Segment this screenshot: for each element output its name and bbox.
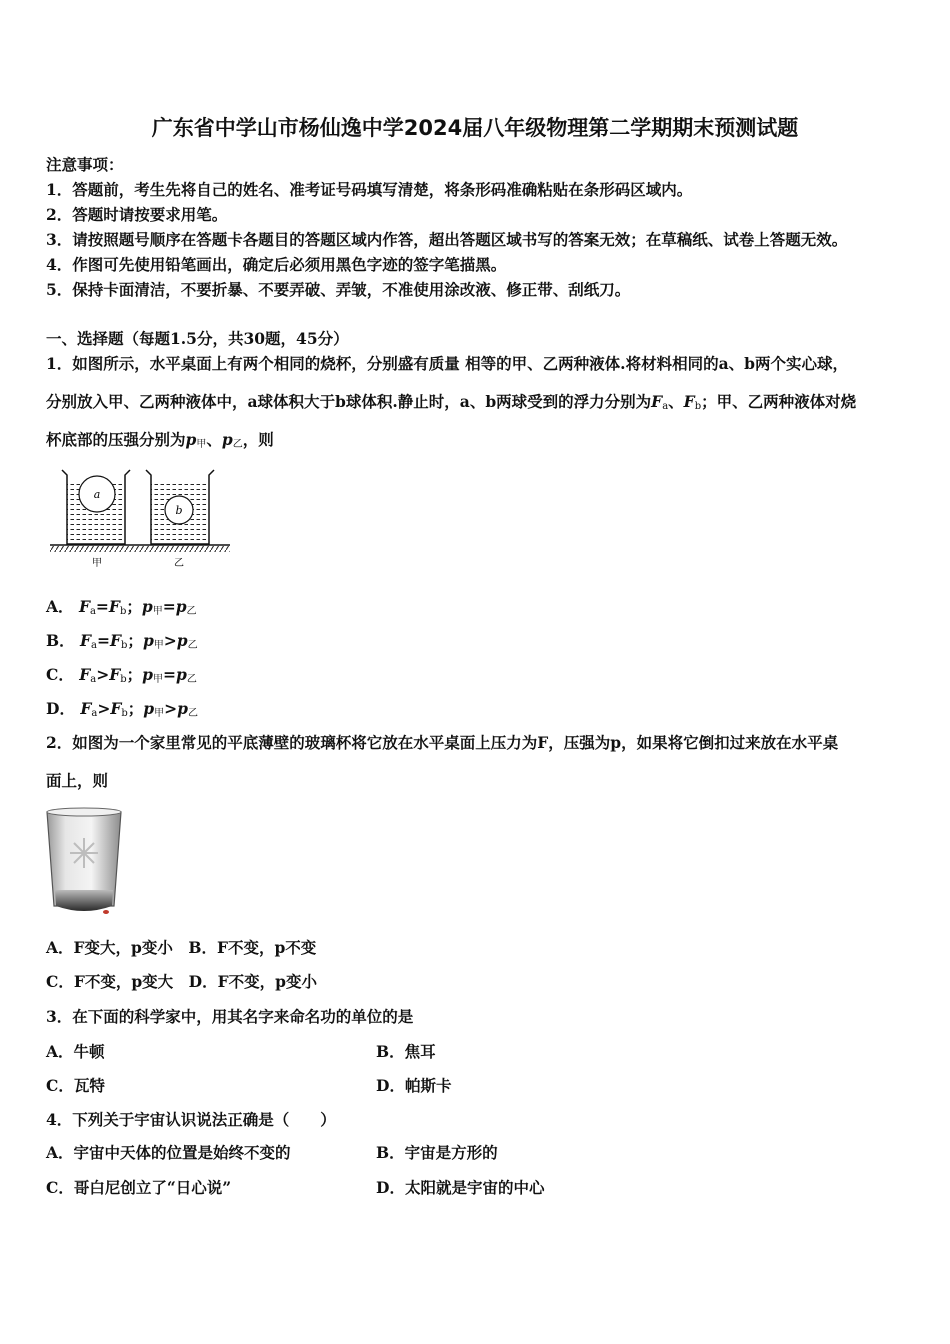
- q1-option-b[interactable]: B． $F_a=F_b$；$p_甲>p_乙$: [46, 631, 198, 651]
- beakers-figure: [46, 462, 232, 572]
- section-heading: 一、选择题（每题1.5分，共30题，45分）: [46, 329, 349, 348]
- beaker-jia-label: 甲: [92, 558, 102, 569]
- notice-item: 2．答题时请按要求用笔。: [46, 205, 228, 224]
- ball-b-label: b: [175, 504, 183, 517]
- notice-item: 3．请按照题号顺序在答题卡各题目的答题区域内作答，超出答题区域书写的答案无效；在草稿纸、试卷上答题无效。: [46, 230, 848, 249]
- q3-stem: 3．在下面的科学家中，用其名字来命名功的单位的是: [46, 1007, 414, 1026]
- q1-option-d[interactable]: D． $F_a>F_b$；$p_甲>p_乙$: [46, 699, 198, 719]
- notice-item: 5．保持卡面清洁，不要折暴、不要弄破、弄皱，不准使用涂改液、修正带、刮纸刀。: [46, 280, 631, 299]
- q4-option-c[interactable]: C．哥白尼创立了“日心说”: [46, 1178, 232, 1197]
- ball-a-label: a: [93, 488, 101, 501]
- q4-option-a[interactable]: A．宇宙中天体的位置是始终不变的: [46, 1143, 291, 1162]
- q2-stem-line1: 2．如图为一个家里常见的平底薄壁的玻璃杯将它放在水平桌面上压力为F，压强为p，如果将它倒扣过来放在水平桌: [46, 733, 839, 752]
- glass-cup-figure: [44, 806, 124, 918]
- q3-option-a[interactable]: A．牛顿: [46, 1042, 105, 1061]
- page-title: 广东省中学山市杨仙逸中学2024届八年级物理第二学期期末预测试题: [151, 116, 799, 140]
- q3-option-c[interactable]: C．瓦特: [46, 1076, 105, 1095]
- q4-option-b[interactable]: B．宇宙是方形的: [376, 1143, 498, 1162]
- q3-option-d[interactable]: D．帕斯卡: [376, 1076, 452, 1095]
- q4-option-d[interactable]: D．太阳就是宇宙的中心: [376, 1178, 545, 1197]
- q1-stem-line1: 1．如图所示，水平桌面上有两个相同的烧杯，分别盛有质量 相等的甲、乙两种液体.将材料相同的a、b两个实心球，: [46, 354, 848, 373]
- q2-options-ab[interactable]: A．F变大，p变小 B．F不变，p不变: [46, 938, 317, 957]
- q3-option-b[interactable]: B．焦耳: [376, 1042, 436, 1061]
- notice-heading: 注意事项：: [46, 155, 124, 174]
- q4-stem: 4．下列关于宇宙认识说法正确是（ ）: [46, 1110, 336, 1129]
- q1-option-c[interactable]: C． $F_a>F_b$；$p_甲=p_乙$: [46, 665, 197, 685]
- q2-options-cd[interactable]: C．F不变，p变大 D．F不变，p变小: [46, 972, 317, 991]
- notice-item: 4．作图可先使用铅笔画出，确定后必须用黑色字迹的签字笔描黑。: [46, 255, 507, 274]
- q2-stem-line2: 面上，则: [46, 771, 109, 790]
- q1-stem-line3: 杯底部的压强分别为$p_甲$、$p_乙$，则: [46, 430, 274, 450]
- notice-item: 1．答题前，考生先将自己的姓名、准考证号码填写清楚，将条形码准确粘贴在条形码区域内。: [46, 180, 693, 199]
- q1-option-a[interactable]: A． $F_a=F_b$；$p_甲=p_乙$: [46, 597, 197, 617]
- q1-stem-line2: 分别放入甲、乙两种液体中，a球体积大于b球体积.静止时，a、b两球受到的浮力分别为$F_a$、$F_b$；甲、乙两种液体对烧: [46, 392, 857, 412]
- beaker-yi-label: 乙: [174, 558, 184, 569]
